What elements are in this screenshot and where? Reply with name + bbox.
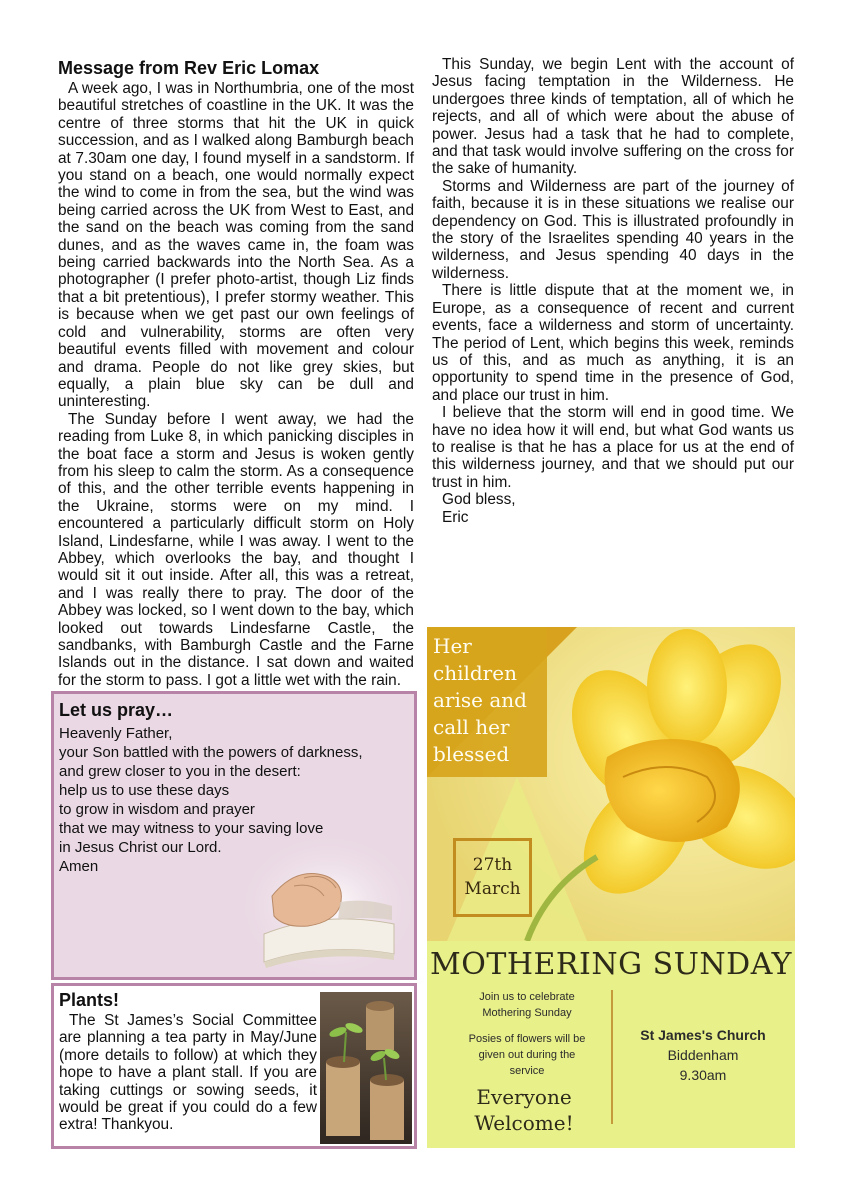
- prayer-line: to grow in wisdom and prayer: [59, 801, 255, 818]
- message-paragraph: I believe that the storm will end in good time. We have no idea how it will end, but what God wants us to realise is that he has a place for us at the end of this wilderness journey, and that we should put our trust in him.: [432, 404, 794, 491]
- everyone-line: Welcome!: [474, 1111, 574, 1135]
- tagline-line: children: [433, 661, 517, 685]
- message-paragraph: This Sunday, we begin Lent with the account of Jesus facing temptation in the Wilderness. He undergoes three kinds of temptation, all of which he rejects, and all of which were about the abuse of power. Jesus had a task that he had to complete, and that task would involve suffering on the cross for the sake of humanity.: [432, 56, 794, 178]
- prayer-line: Heavenly Father,: [59, 725, 173, 742]
- sign-off: God bless,: [442, 491, 516, 509]
- date-line: March: [464, 879, 521, 899]
- mothering-sunday-poster: [427, 627, 795, 1148]
- invite-line: Join us to celebrate: [479, 991, 575, 1003]
- plants-box: [51, 983, 417, 1149]
- poster-title: MOTHERING SUNDAY: [430, 947, 792, 982]
- message-left-column: [58, 58, 414, 689]
- signature: Eric: [442, 508, 469, 526]
- prayer-line: Amen: [59, 858, 99, 875]
- prayer-line: help us to use these days: [59, 782, 230, 799]
- poster-church-details: [619, 1025, 787, 1085]
- poster-divider: [611, 990, 613, 1124]
- prayer-line: and grew closer to you in the desert:: [59, 763, 301, 780]
- poster-daffodil-area: [427, 627, 795, 941]
- prayer-line: in Jesus Christ our Lord.: [59, 839, 222, 856]
- church-name: St James's Church: [640, 1027, 766, 1043]
- poster-tagline: [433, 633, 553, 768]
- message-title: Message from Rev Eric Lomax: [58, 58, 320, 78]
- everyone-line: Everyone: [476, 1085, 572, 1109]
- invite-line: Mothering Sunday: [482, 1007, 572, 1019]
- plants-title: Plants!: [59, 990, 120, 1010]
- prayer-box: [51, 691, 417, 980]
- church-place: Biddenham: [667, 1047, 739, 1063]
- message-paragraph: There is little dispute that at the moment we, in Europe, as a consequence of recent and current events, face a wilderness and storm of uncertainty. The period of Lent, which begins this week, reminds us of this, and as much as anything, it is an opportunity to spend time in the presence of God, and place our trust in him.: [432, 282, 794, 404]
- tagline-line: call her: [433, 715, 510, 739]
- church-time: 9.30am: [679, 1067, 727, 1083]
- prayer-line: that we may witness to your saving love: [59, 820, 324, 837]
- posies-line: Posies of flowers will be: [468, 1033, 586, 1045]
- prayer-line: your Son battled with the powers of darkness,: [59, 744, 363, 761]
- tagline-line: blessed: [433, 742, 510, 766]
- date-line: 27th: [472, 855, 513, 875]
- poster-date-box: [453, 838, 532, 917]
- tagline-line: Her: [433, 634, 472, 658]
- message-right-column: [432, 56, 794, 526]
- plants-text: The St James’s Social Committee are planning a tea party in May/June (more details to follow) at which they hope to have a plant stall. If you are taking cuttings or sowing seeds, it would be great if you could do a few extra! Thankyou.: [59, 1012, 317, 1134]
- seedling-pots-image: [320, 992, 412, 1144]
- message-paragraph: The Sunday before I went away, we had the reading from Luke 8, in which panicking disciples in the boat face a storm and Jesus is woken gently from his sleep to calm the storm. As a consequence of this, and the other terrible events happening in the Ukraine, storms were on my mind. I encountered a particularly difficult storm on Holy Island, Lindesfarne, while I was away. I went to the Abbey, which overlooks the bay, and thought I would sit it out inside. After all, this was a retreat, and I was really there to pray. The door of the Abbey was locked, so I went down to the bay, which looked out towards Lindesfarne Castle, the sandbanks, with Bamburgh Castle and the Farne Islands out in the distance. I sat down and waited for the storm to pass. I got a little wet with the rain.: [58, 410, 414, 689]
- message-paragraph: A week ago, I was in Northumbria, one of the most beautiful stretches of coastline in the UK. It was the centre of three storms that hit the UK in quick succession, and as I walked along Bamburgh beach at 7.30am one day, I found myself in a sandstorm. If you stand on a beach, one would normally expect the wind to come in from the sea, but the wind was being carried across the UK from West to East, and the sand on the beach was coming from the sand dunes, and as the waves came in, the foam was being carried backwards into the North Sea. As a photographer (I prefer photo-artist, though Liz finds that a bit pretentious), I prefer stormy weather. This is because when we get past our own feelings of cold and vulnerability, storms are often very beautiful events filled with movement and colour and drama. People do not like grey skies, but equally, a plain blue sky can be dull and uninteresting.: [58, 80, 414, 411]
- poster-invite: [443, 989, 611, 1079]
- prayer-text: [59, 724, 409, 876]
- tagline-line: arise and: [433, 688, 527, 712]
- poster-everyone-welcome: [449, 1084, 599, 1136]
- posies-line: service: [509, 1065, 545, 1077]
- message-paragraph: Storms and Wilderness are part of the journey of faith, because it is in these situations we realise our dependency on God. This is illustrated profoundly in the story of the Israelites spending 40 years in the wilderness, and Jesus spending 40 days in the wilderness.: [432, 177, 794, 282]
- prayer-title: Let us pray…: [59, 700, 174, 720]
- posies-line: given out during the: [478, 1049, 576, 1061]
